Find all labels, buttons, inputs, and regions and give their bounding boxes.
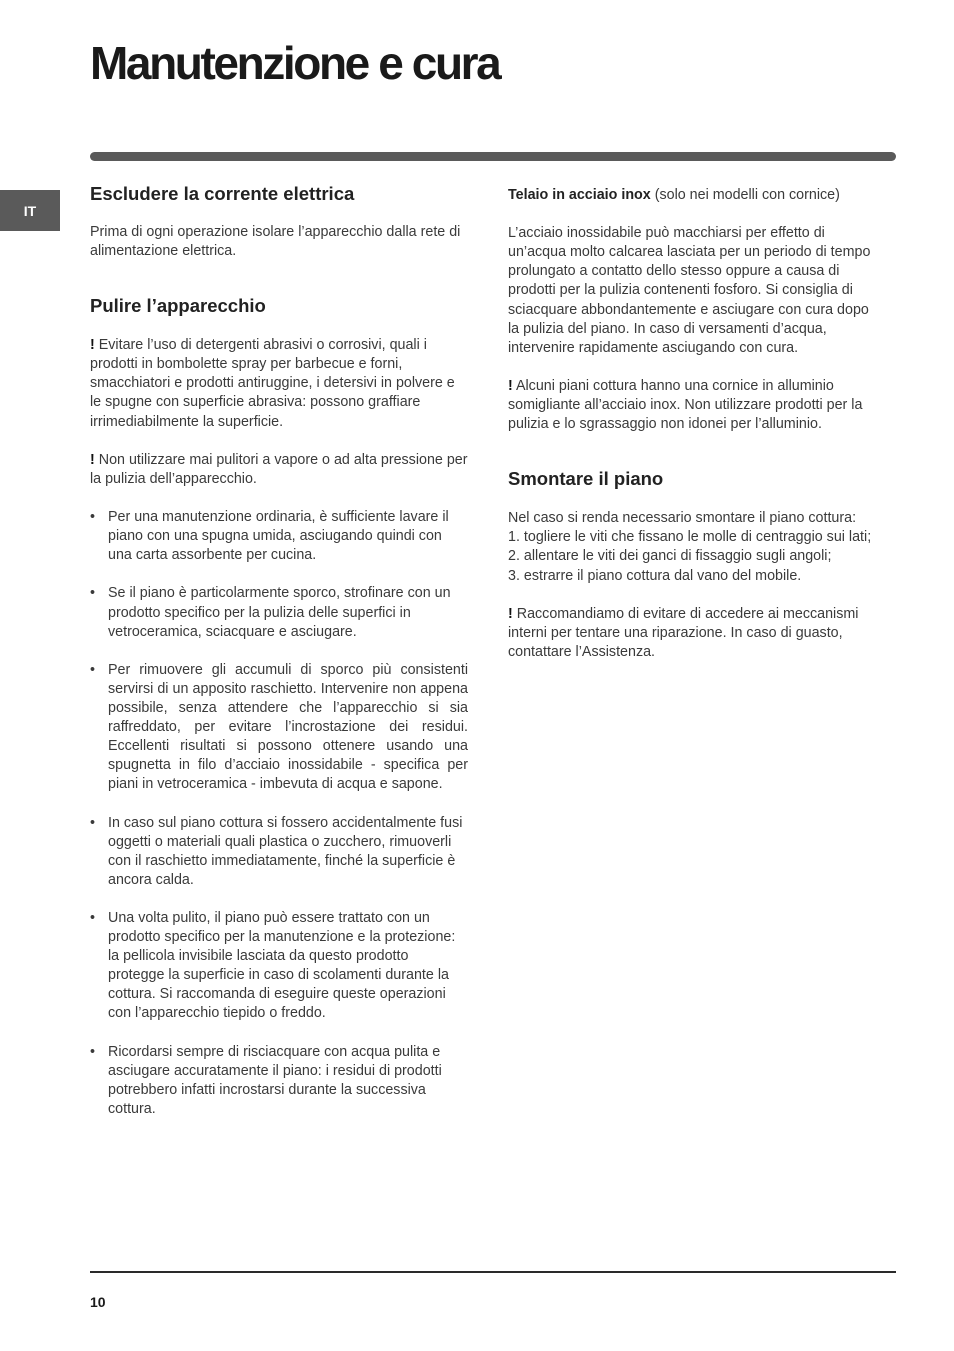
list-item: • Una volta pulito, il piano può essere trattato con un prodotto specifico per la manutenzione e la protezione: la pellicola invisibile lasciata da questo prodotto protegge la superficie in caso di scolamenti durante la cottura. Si raccomanda di eseguire queste operazioni con l’apparecchio tiepido o freddo.: [90, 910, 456, 1022]
list-item: • Per una manutenzione ordinaria, è sufficiente lavare il piano con una spugna umida, asciugando quindi con una carta assorbente per cucina.: [90, 509, 449, 564]
warning-steam-text: Non utilizzare mai pulitori a vapore o ad alta pressione per la pulizia dell’apparecchio.: [90, 451, 468, 487]
warning-abrasive: [90, 336, 468, 431]
warning-mark-icon: !: [90, 451, 95, 468]
remove-hob-step-2: 2. allentare le viti dei ganci di fissaggio sugli angoli;: [508, 548, 832, 565]
bullet-icon: •: [90, 910, 96, 926]
frame-title: [508, 186, 883, 205]
footer-divider: [90, 1271, 896, 1273]
frame-title-bold: Telaio in acciaio inox: [508, 187, 651, 203]
warning-repair-text: Raccomandiamo di evitare di accedere ai meccanismi interni per tentare una riparazione. In caso di guasto, contattare l’Assistenza.: [508, 605, 859, 660]
heading-remove-hob: Smontare il piano: [508, 468, 664, 490]
list-item: • Per rimuovere gli accumuli di sporco più consistenti servirsi di un apposito raschietto. Intervenire non appena possibile, senza attendere che l’apparecchio si sia raffreddato, per evitare l’incrostazione dei residui. Eccellenti risultati si possono ottenere usando una spugnetta in filo d’acciaio inossidabile - specifica per piani in vetroceramica - imbevuta di acqua e sapone.: [90, 661, 468, 793]
warning-aluminium-text: Alcuni piani cottura hanno una cornice in alluminio somigliante all’acciaio inox. Non utilizzare prodotti per la pulizia e lo sgrassaggio non idonei per l’alluminio.: [508, 377, 863, 433]
list-item: • In caso sul piano cottura si fossero accidentalmente fusi oggetti o materiali quali plastica o zucchero, rimuoverli con il raschietto immediatamente, finché la superficie è ancora calda.: [90, 814, 463, 888]
disconnect-power-text: Prima di ogni operazione isolare l’apparecchio dalla rete di alimentazione elettrica.: [90, 224, 461, 260]
bullet-icon: •: [90, 814, 96, 831]
language-tab: IT: [0, 190, 60, 231]
warning-mark-icon: !: [508, 605, 513, 622]
heading-clean-appliance: Pulire l’apparecchio: [90, 295, 266, 317]
warning-abrasive-text: Evitare l’uso di detergenti abrasivi o corrosivi, quali i prodotti in bombolette spray per barbecue e forni, smacchiatori e prodotti antiruggine, i detersivi in polvere e le spugne con superficie abrasiva: possono graffiare irrimediabilmente la superficie.: [90, 337, 455, 430]
right-column: [508, 182, 883, 662]
bullet-icon: •: [90, 661, 96, 678]
warning-mark-icon: !: [90, 337, 95, 354]
list-item: • Ricordarsi sempre di risciacquare con acqua pulita e asciugare accuratamente il piano: i residui di prodotti potrebbero infatti incrostarsi durante la successiva cottura.: [90, 1043, 442, 1117]
warning-steam: [90, 451, 468, 489]
warning-aluminium: [508, 377, 883, 434]
frame-title-note: (solo nei modelli con cornice): [650, 187, 840, 203]
warning-repair: [508, 605, 883, 662]
page-title: Manutenzione e cura: [90, 37, 500, 89]
page-number: 10: [90, 1294, 106, 1310]
bullet-icon: •: [90, 585, 96, 602]
heading-disconnect-power: Escludere la corrente elettrica: [90, 183, 355, 204]
remove-hob-intro: Nel caso si renda necessario smontare il piano cottura:: [508, 510, 857, 527]
bullet-icon: •: [90, 509, 96, 526]
stainless-steel-text: L’acciaio inossidabile può macchiarsi per effetto di un’acqua molto calcarea lasciata per un periodo di tempo prolungato a contatto dello stesso oppure a causa di prodotti per la pulizia contenenti fosforo. Si consiglia di sciacquare abbondantemente e asciugare con cura dopo la pulizia del piano. In caso di versamenti d’acqua, intervenire rapidamente asciugando con cura.: [508, 225, 871, 356]
left-column: [90, 182, 468, 1138]
remove-hob-step-3: 3. estrarre il piano cottura dal vano del mobile.: [508, 567, 802, 584]
remove-hob-step-1: 1. togliere le viti che fissano le molle di centraggio sui lati;: [508, 529, 872, 546]
cleaning-tips-list: [90, 508, 468, 1119]
bullet-icon: •: [90, 1043, 96, 1060]
list-item: • Se il piano è particolarmente sporco, strofinare con un prodotto specifico per la pulizia delle superfici in vetroceramica, sciacquare e asciugare.: [90, 585, 451, 640]
warning-mark-icon: !: [508, 377, 513, 394]
header-divider: [90, 152, 896, 161]
